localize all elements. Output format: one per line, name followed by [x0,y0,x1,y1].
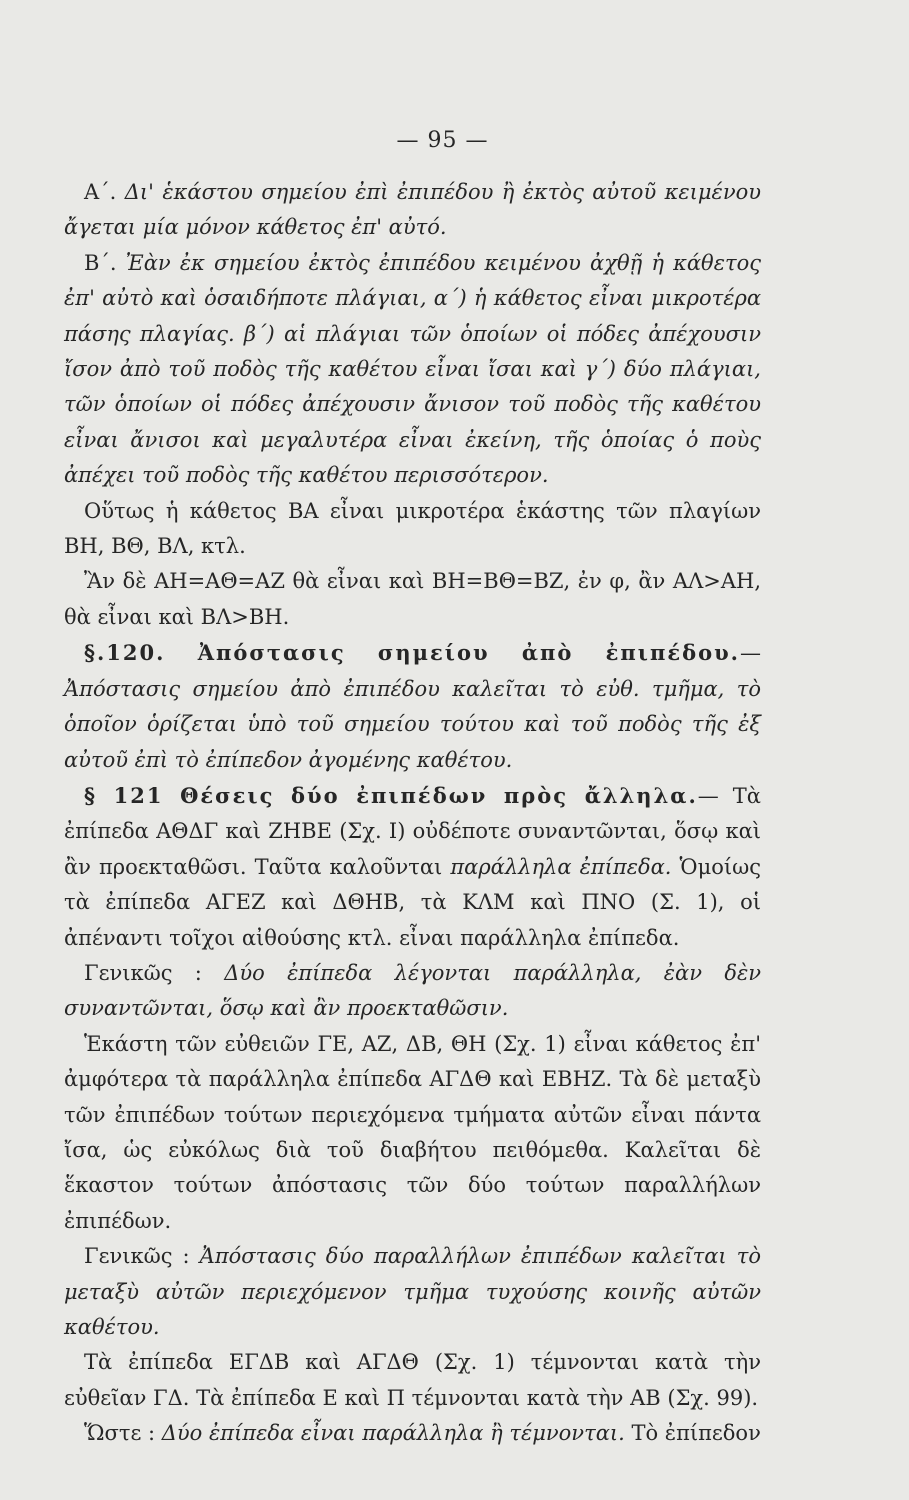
general-1-label: Γενικῶς : [84,960,225,985]
page-number: — 95 — [396,128,489,153]
section-120 [64,635,761,778]
paragraph-example-1: Οὕτως ἡ κάθετος ΒΑ εἶναι μικροτέρα ἑκάστης τῶν πλαγίων ΒΗ, ΒΘ, ΒΛ, κτλ. [64,498,761,559]
paragraph-intersect: Τὰ ἐπίπεδα ΕΓΔΒ καὶ ΑΓΔΘ (Σχ. 1) τέμνονται κατὰ τὴν εὐθεῖαν ΓΔ. Τὰ ἐπίπεδα Ε καὶ Π τέμνονται κατὰ τὴν ΑΒ (Σχ. 99). [64,1350,761,1410]
section-120-definition: Ἀπόστασις σημείου ἀπὸ ἐπιπέδου καλεῖται τὸ εὐθ. τμῆμα, τὸ ὁποῖον ὁρίζεται ὑπὸ τοῦ σημείου τούτου καὶ τοῦ ποδὸς τῆς ἐξ αὐτοῦ ἐπὶ τὸ ἐπίπεδον ἀγομένης καθέτου. [64,676,761,772]
paragraph-example-2: Ἂν δὲ ΑΗ=ΑΘ=ΑΖ θὰ εἶναι καὶ ΒΗ=ΒΘ=ΒΖ, ἐν φ, ἂν ΑΛ>ΑΗ, θὰ εἶναι καὶ ΒΛ>ΒΗ. [64,569,761,629]
section-121-text-b: Ὁμοίως τὰ ἐπίπεδα ΑΓΕΖ καὶ ΔΘΗΒ, τὰ ΚΛΜ καὶ ΠΝΟ (Σ. 1), οἱ ἀπέναντι τοῖχοι αἰθούσης κτλ. εἶναι παράλληλα ἐπίπεδα. [64,854,761,950]
general-1-definition: Δύο ἐπίπεδα λέγονται παράλληλα, ἐὰν δὲν συναντῶνται, ὅσῳ καὶ ἂν προεκταθῶσιν. [64,960,762,1021]
theorem-a-text: Δι' ἑκάστου σημείου ἐπὶ ἐπιπέδου ἢ ἐκτὸς αὐτοῦ κειμένου ἄγεται μία μόνον κάθετος ἐπ' αὐτό. [64,180,761,240]
general-2-definition: Ἀπόστασις δύο παραλλήλων ἐπιπέδων καλεῖται τὸ μεταξὺ αὐτῶν περιεχόμενον τμῆμα τυχούσης κοινῆς αὐτῶν καθέτου. [64,1244,761,1339]
general-2-label: Γενικῶς : [84,1244,200,1269]
paragraph-conclusion [64,1416,761,1451]
paragraph-theorem-b [64,246,761,494]
section-120-heading: §.120. Ἀπόστασις σημείου ἀπὸ ἐπιπέδου. [84,640,740,666]
conclusion-continuation: Τὸ ἐπίπεδον [624,1421,761,1446]
section-121-heading: § 121 Θέσεις δύο ἐπιπέδων πρὸς ἄλληλα. [84,782,698,808]
paragraph-general-2 [64,1239,761,1345]
paragraph-distance: Ἑκάστη τῶν εὐθειῶν ΓΕ, ΑΖ, ΔΒ, ΘΗ (Σχ. 1) εἶναι κάθετος ἐπ' ἀμφότερα τὰ παράλληλα ἐπίπεδα ΑΓΔΘ καὶ ΕΒΗΖ. Τὰ δὲ μεταξὺ τῶν ἐπιπέδων τούτων περιεχόμενα τμήματα αὐτῶν εἶναι πάντα ἴσα, ὡς εὐκόλως διὰ τοῦ διαβήτου πειθόμεθα. Καλεῖται δὲ ἕκαστον τούτων ἀπόστασις τῶν δύο τούτων παραλλήλων ἐπιπέδων. [64,1031,761,1233]
theorem-a-label: Α΄. [84,180,125,204]
section-121-term: παράλληλα ἐπίπεδα. [450,854,672,879]
section-121-text-a: — Τὰ ἐπίπεδα ΑΘΔΓ καὶ ΖΗΒΕ (Σχ. Ι) οὐδέποτε συναντῶνται, ὅσῳ καὶ ἂν προεκταθῶσι. Ταῦτα καλοῦνται [64,783,761,879]
conclusion-label: Ὥστε : [84,1421,162,1446]
page-text [64,175,761,1452]
section-120-dash: — [740,641,761,666]
section-121 [64,778,761,956]
paragraph-general-1 [64,956,761,1027]
theorem-b-label: Β΄. [84,250,126,275]
theorem-b-text: Ἐὰν ἐκ σημείου ἐκτὸς ἐπιπέδου κειμένου ἀχθῇ ἡ κάθετος ἐπ' αὐτὸ καὶ ὁσαιδήποτε πλάγιαι, α΄) ἡ κάθετος εἶναι μικροτέρα πάσης πλαγίας. β΄) αἱ πλάγιαι τῶν ὁποίων οἱ πόδες ἀπέχουσιν ἴσον ἀπὸ τοῦ ποδὸς τῆς καθέτου εἶναι ἴσαι καὶ γ΄) δύο πλάγιαι, τῶν ὁποίων οἱ πόδες ἀπέχουσιν ἄνισον τοῦ ποδὸς τῆς καθέτου εἶναι ἄνισοι καὶ μεγαλυτέρα εἶναι ἐκείνη, τῆς ὁποίας ὁ ποὺς ἀπέχει τοῦ ποδὸς τῆς καθέτου περισσότερον. [64,250,761,488]
conclusion-statement: Δύο ἐπίπεδα εἶναι παράλληλα ἢ τέμνονται. [161,1421,625,1446]
paragraph-theorem-a [64,175,761,246]
